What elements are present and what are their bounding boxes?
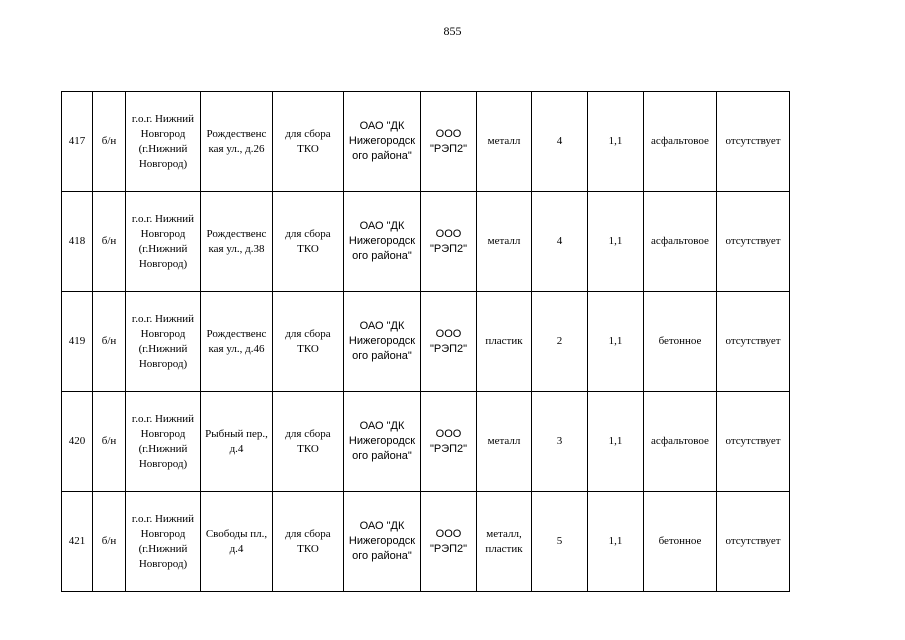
cell-number: 421 <box>62 492 93 592</box>
cell-owner: ОАО "ДК Нижегородск ого района" <box>344 192 421 292</box>
cell-volume: 1,1 <box>588 392 644 492</box>
cell-count: 4 <box>532 192 588 292</box>
cell-fence: отсутствует <box>717 292 790 392</box>
cell-material: металл <box>477 92 532 192</box>
cell-reg: б/н <box>93 192 126 292</box>
cell-operator: ООО "РЭП2" <box>421 392 477 492</box>
table-row <box>62 392 790 492</box>
cell-owner: ОАО "ДК Нижегородск ого района" <box>344 92 421 192</box>
cell-address: Рождественс кая ул., д.46 <box>201 292 273 392</box>
cell-operator: ООО "РЭП2" <box>421 292 477 392</box>
cell-purpose: для сбора ТКО <box>273 92 344 192</box>
cell-volume: 1,1 <box>588 292 644 392</box>
cell-number: 417 <box>62 92 93 192</box>
cell-material: металл <box>477 392 532 492</box>
cell-surface: асфальтовое <box>644 392 717 492</box>
cell-owner: ОАО "ДК Нижегородск ого района" <box>344 392 421 492</box>
cell-surface: асфальтовое <box>644 192 717 292</box>
cell-number: 420 <box>62 392 93 492</box>
cell-material: металл <box>477 192 532 292</box>
cell-material: пластик <box>477 292 532 392</box>
cell-address: Рыбный пер., д.4 <box>201 392 273 492</box>
cell-operator: ООО "РЭП2" <box>421 492 477 592</box>
registry-table <box>61 91 790 592</box>
cell-address: Рождественс кая ул., д.26 <box>201 92 273 192</box>
cell-count: 5 <box>532 492 588 592</box>
cell-municipality: г.о.г. Нижний Новгород (г.Нижний Новгород) <box>126 492 201 592</box>
cell-number: 419 <box>62 292 93 392</box>
cell-fence: отсутствует <box>717 192 790 292</box>
cell-purpose: для сбора ТКО <box>273 492 344 592</box>
cell-surface: асфальтовое <box>644 92 717 192</box>
cell-address: Рождественс кая ул., д.38 <box>201 192 273 292</box>
cell-reg: б/н <box>93 392 126 492</box>
cell-volume: 1,1 <box>588 492 644 592</box>
cell-count: 4 <box>532 92 588 192</box>
cell-purpose: для сбора ТКО <box>273 292 344 392</box>
cell-address: Свободы пл., д.4 <box>201 492 273 592</box>
cell-reg: б/н <box>93 292 126 392</box>
cell-count: 2 <box>532 292 588 392</box>
cell-surface: бетонное <box>644 292 717 392</box>
table-row <box>62 92 790 192</box>
cell-reg: б/н <box>93 492 126 592</box>
cell-count: 3 <box>532 392 588 492</box>
page-number: 855 <box>443 24 462 38</box>
cell-material: металл, пластик <box>477 492 532 592</box>
table-row <box>62 192 790 292</box>
cell-purpose: для сбора ТКО <box>273 392 344 492</box>
table-row <box>62 292 790 392</box>
cell-number: 418 <box>62 192 93 292</box>
cell-owner: ОАО "ДК Нижегородск ого района" <box>344 492 421 592</box>
cell-volume: 1,1 <box>588 92 644 192</box>
cell-surface: бетонное <box>644 492 717 592</box>
cell-municipality: г.о.г. Нижний Новгород (г.Нижний Новгород) <box>126 392 201 492</box>
cell-fence: отсутствует <box>717 492 790 592</box>
cell-fence: отсутствует <box>717 92 790 192</box>
cell-fence: отсутствует <box>717 392 790 492</box>
cell-reg: б/н <box>93 92 126 192</box>
cell-municipality: г.о.г. Нижний Новгород (г.Нижний Новгород) <box>126 292 201 392</box>
cell-purpose: для сбора ТКО <box>273 192 344 292</box>
table-row <box>62 492 790 592</box>
cell-volume: 1,1 <box>588 192 644 292</box>
cell-operator: ООО "РЭП2" <box>421 92 477 192</box>
cell-municipality: г.о.г. Нижний Новгород (г.Нижний Новгород) <box>126 92 201 192</box>
cell-operator: ООО "РЭП2" <box>421 192 477 292</box>
cell-owner: ОАО "ДК Нижегородск ого района" <box>344 292 421 392</box>
cell-municipality: г.о.г. Нижний Новгород (г.Нижний Новгород) <box>126 192 201 292</box>
